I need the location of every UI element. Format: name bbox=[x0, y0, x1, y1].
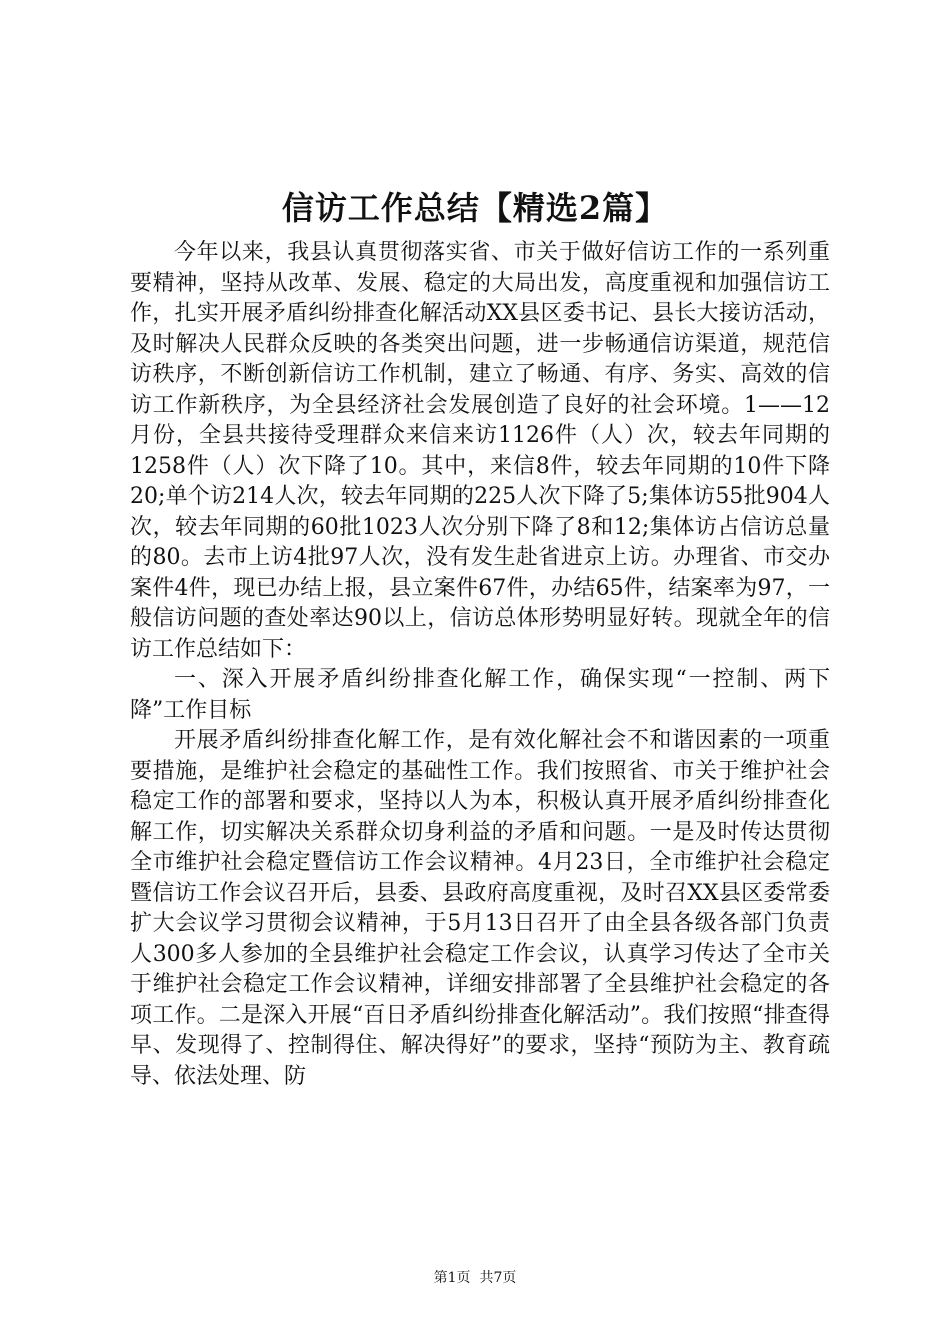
paragraph-intro: 今年以来，我县认真贯彻落实省、市关于做好信访工作的一系列重要精神，坚持从改革、发展、稳定的大局出发，高度重视和加强信访工作，扎实开展矛盾纠纷排查化解活动XX县区委书记、县长大接访活动，及时解决人民群众反映的各类突出问题，进一步畅通信访渠道，规范信访秩序，不断创新信访工作机制，建立了畅通、有序、务实、高效的信访工作新秩序，为全县经济社会发展创造了良好的社会环境。1——12月份，全县共接待受理群众来信来访1126件（人）次，较去年同期的1258件（人）次下降了10。其中，来信8件，较去年同期的10件下降20;单个访214人次，较去年同期的225人次下降了5;集体访55批904人次，较去年同期的60批1023人次分别下降了8和12;集体访占信访总量的80。去市上访4批97人次，没有发生赴省进京上访。办理省、市交办案件4件，现已办结上报，县立案件67件，办结65件，结案率为97，一般信访问题的查处率达90以上，信访总体形势明显好转。现就全年的信访工作总结如下： bbox=[130, 240, 830, 662]
page-footer bbox=[0, 1268, 950, 1288]
document-title: 信访工作总结【精选2篇】 bbox=[281, 189, 669, 227]
page-total: 共7页 bbox=[479, 1270, 517, 1286]
paragraph-section-heading: 一、深入开展矛盾纠纷排查化解工作，确保实现“一控制、两下降”工作目标 bbox=[130, 667, 830, 723]
page-number: 第1页 bbox=[433, 1270, 471, 1286]
paragraph-section-body: 开展矛盾纠纷排查化解工作，是有效化解社会不和谐因素的一项重要措施，是维护社会稳定的基础性工作。我们按照省、市关于维护社会稳定工作的部署和要求，坚持以人为本，积极认真开展矛盾纠纷排查化解工作，切实解决关系群众切身利益的矛盾和问题。一是及时传达贯彻全市维护社会稳定暨信访工作会议精神。4月23日，全市维护社会稳定暨信访工作会议召开后，县委、县政府高度重视，及时召XX县区委常委扩大会议学习贯彻会议精神，于5月13日召开了由全县各级各部门负责人300多人参加的全县维护社会稳定工作会议，认真学习传达了全市关于维护社会稳定工作会议精神，详细安排部署了全县维护社会稳定的各项工作。二是深入开展“百日矛盾纠纷排查化解活动”。我们按照“排查得早、发现得了、控制得住、解决得好”的要求，坚持“预防为主、教育疏导、依法处理、防 bbox=[130, 728, 830, 1089]
document-body bbox=[130, 238, 830, 1092]
